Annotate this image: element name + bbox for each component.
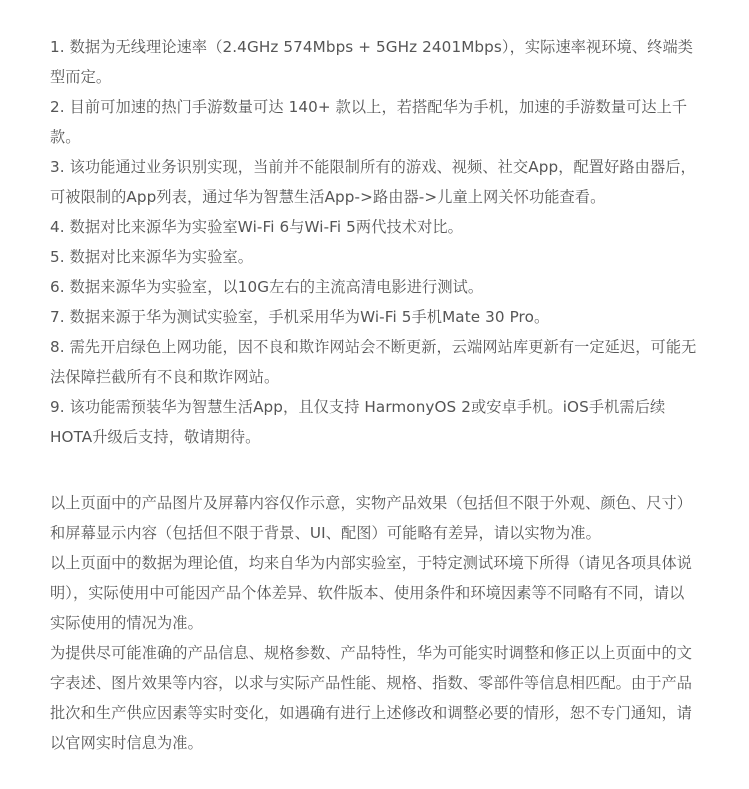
footnote-item-7: 7. 数据来源于华为测试实验室，手机采用华为Wi-Fi 5手机Mate 30 Pro。 — [50, 308, 550, 326]
footnote-item-6: 6. 数据来源华为实验室，以10G左右的主流高清电影进行测试。 — [50, 278, 484, 296]
disclaimer-theoretical-data: 以上页面中的数据为理论值，均来自华为内部实验室，于特定测试环境下所得（请见各项具体说明），实际使用中可能因产品个体差异、软件版本、使用条件和环境因素等不同略有不同，请以实际使用的情况为准。 — [50, 554, 693, 632]
footnote-item-9: 9. 该功能需预装华为智慧生活App，且仅支持 HarmonyOS 2或安卓手机。iOS手机需后续HOTA升级后支持，敬请期待。 — [50, 398, 666, 446]
disclaimer-product-images: 以上页面中的产品图片及屏幕内容仅作示意，实物产品效果（包括但不限于外观、颜色、尺寸）和屏幕显示内容（包括但不限于背景、UI、配图）可能略有差异，请以实物为准。 — [50, 494, 693, 542]
footnote-item-5: 5. 数据对比来源华为实验室。 — [50, 248, 254, 266]
footnote-item-4: 4. 数据对比来源华为实验室Wi-Fi 6与Wi-Fi 5两代技术对比。 — [50, 218, 463, 236]
footnote-item-2: 2. 目前可加速的热门手游数量可达 140+ 款以上，若搭配华为手机，加速的手游数量可达上千款。 — [50, 98, 688, 146]
footnote-item-1: 1. 数据为无线理论速率（2.4GHz 574Mbps + 5GHz 2401Mbps），实际速率视环境、终端类型而定。 — [50, 38, 694, 86]
footnote-list — [50, 32, 699, 452]
footnote-item-8: 8. 需先开启绿色上网功能，因不良和欺诈网站会不断更新，云端网站库更新有一定延迟，可能无法保障拦截所有不良和欺诈网站。 — [50, 338, 697, 386]
disclaimer-content-updates: 为提供尽可能准确的产品信息、规格参数、产品特性，华为可能实时调整和修正以上页面中的文字表述、图片效果等内容，以求与实际产品性能、规格、指数、零部件等信息相匹配。由于产品批次和生产供应因素等实时变化，如遇确有进行上述修改和调整必要的情形，恕不专门通知，请以官网实时信息为准。 — [50, 644, 693, 752]
footnote-item-3: 3. 该功能通过业务识别实现，当前并不能限制所有的游戏、视频、社交App，配置好路由器后，可被限制的App列表，通过华为智慧生活App->路由器->儿童上网关怀功能查看。 — [50, 158, 696, 206]
disclaimer-section — [50, 488, 699, 758]
